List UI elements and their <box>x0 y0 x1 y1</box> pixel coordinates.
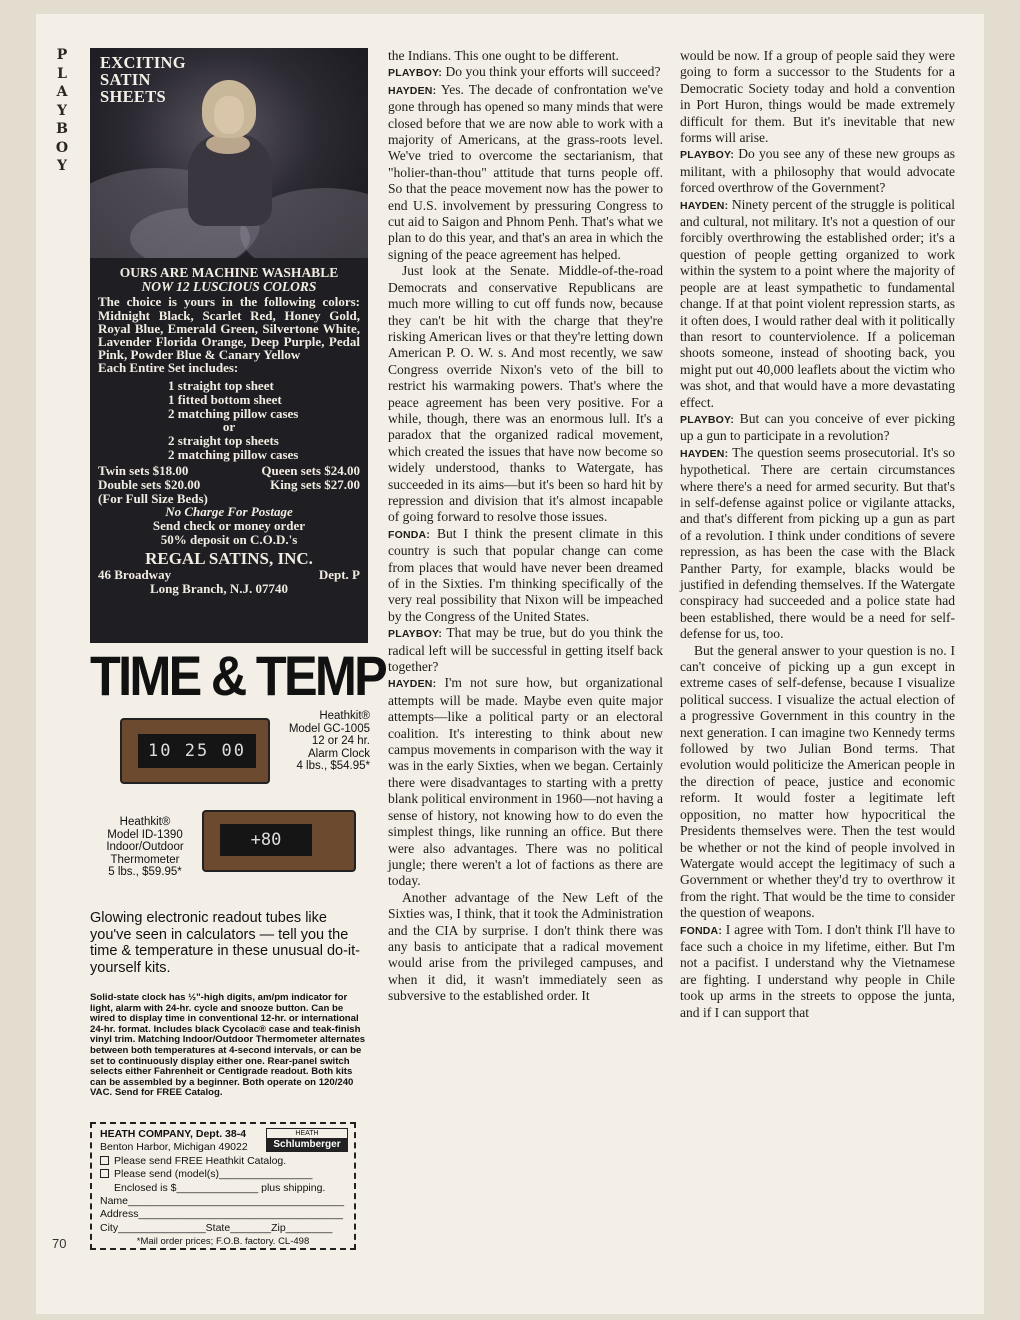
speaker-label: HAYDEN: <box>388 84 437 97</box>
article-paragraph <box>680 922 955 1021</box>
speaker-label: HAYDEN: <box>680 447 729 460</box>
headline-line: EXCITING <box>100 53 186 72</box>
running-title <box>52 48 72 178</box>
article-paragraph <box>388 526 663 625</box>
name-field[interactable]: Name_____________________________________ <box>100 1195 345 1208</box>
option-label: Please send (model(s)________________ <box>114 1168 313 1181</box>
full-size-note: (For Full Size Beds) <box>98 490 208 506</box>
clock-display: 10 25 00 <box>138 734 256 768</box>
color-list: The choice is yours in the following colors: Midnight Black, Scarlet Red, Honey Gold, Royal Blue, Emerald Green, Silvertone White, Lavender Florida Orange, Deep Purple, Pedal Pink, Powder Blue & Canary Yellow <box>98 294 360 363</box>
article-paragraph <box>680 445 955 643</box>
running-title-letter: B <box>56 121 68 137</box>
article-paragraph <box>680 197 955 411</box>
caption-line: Indoor/Outdoor <box>106 841 184 853</box>
price: Queen sets $24.00 <box>261 463 360 479</box>
paragraph-text: I agree with Tom. I don't think I'll have to face such a choice in my lifetime, either. But I'm not a pacifist. I understand why the Vietnamese are fighting. I understand why people in Chile took up arms in the streets to oppose the junta, and if I can support that <box>680 921 955 1020</box>
price: Double sets $20.00 <box>98 477 201 493</box>
option-label: Please send FREE Heathkit Catalog. <box>114 1154 287 1167</box>
paragraph-text: Just look at the Senate. Middle-of-the-road Democrats and conservative Republicans are much more willing to cut off funds now, because they can't be hit with the charge that they're risking American lives or that they're letting down American P. O. W. s. And most recently, we saw Congress override Nixon's veto of the bill to restrict his warmaking powers. That's where the peace agreement has been very positive. For a while, though, there was an enormous lull. It's a paradox that the organized radical movement, which created the issues that have now become so widely understood, thanks to Watergate, has succeeded in its aims—but it's been so hard hit by repression and division that it's almost incapable of going forward to resolve those issues. <box>388 263 663 525</box>
street: 46 Broadway <box>98 567 172 583</box>
paragraph-text: I'm not sure how, but organizational attempts will be made. Maybe even quite major attempts—like a political party or an electoral coalition. It's interesting to think about new campus movements in comparison with the way it was in the early Sixties, when we began. Certainly there were disadvantages to starting with a pretty blank political environment in 1960—not having a sense of history, not knowing how to do even the simplest things, like running an office. But there were also advantages. There was no political jungle; there weren't a lot of factions as there are today. <box>388 675 663 889</box>
order-coupon <box>90 1122 356 1250</box>
speaker-label: PLAYBOY: <box>680 149 735 162</box>
article-paragraph <box>388 82 663 263</box>
caption-line: 5 lbs., $59.95* <box>108 866 182 878</box>
caption-line: Model ID-1390 <box>107 828 183 841</box>
heathkit-ad <box>90 644 386 1262</box>
paragraph-text: Ninety percent of the struggle is political and cultural, not military. It's not a question of our forcibly overthrowing the established order; it's a question of people getting organized to work within the system to a point where the majority of people are at least sympathetic to fundamental change. If at that point violent repression starts, as it often does, I would rather deal with it politically than resort to counterviolence. If a policeman shoots someone, instead of shooting back, you might put out 40,000 leaflets about the victim who was shot, and that would have a more devastating effect. <box>680 196 955 410</box>
running-title-letter: O <box>55 139 69 156</box>
paragraph-text: That may be true, but do you think the radical left will be successful in getting itself back together? <box>388 625 663 675</box>
price-row <box>98 464 360 478</box>
address-field[interactable]: Address___________________________________ <box>100 1208 343 1221</box>
paragraph-text: would be now. If a group of people said they were going to form a successor to the Students for a Democratic Society today and hold a convention in Port Huron, things would be made extremely difficult for them. But it's inevitable that new forms will arise. <box>680 48 955 146</box>
speaker-label: FONDA: <box>680 924 723 937</box>
headline-line: SATIN <box>100 70 151 89</box>
set-item: 2 matching pillow cases <box>168 405 299 421</box>
article-paragraph <box>388 263 663 526</box>
deposit-note: 50% deposit on C.O.D.'s <box>160 531 298 547</box>
caption-line: Thermometer <box>110 853 180 866</box>
speaker-label: PLAYBOY: <box>388 67 443 80</box>
catalog-option[interactable] <box>100 1155 346 1168</box>
paragraph-text: Another advantage of the New Left of the Sixties was, I think, that it took the Administration and the CIA by surprise. I don't think there was any basis to anticipate that a radical movement would arise from the privileged campuses, and when it did, it wasn't immediately seen as subversive to the established order. It <box>388 889 663 1004</box>
price: Twin sets $18.00 <box>98 463 189 479</box>
speaker-label: PLAYBOY: <box>680 413 735 426</box>
thermometer-display: +80 <box>220 824 312 856</box>
caption-line: Heathkit® <box>319 710 370 722</box>
article-paragraph <box>388 890 663 1005</box>
paragraph-text: But can you conceive of ever picking up a gun to participate in a revolution? <box>680 410 955 444</box>
article-paragraph <box>680 146 955 196</box>
article-paragraph <box>388 64 663 81</box>
running-title-letter: Y <box>57 158 67 174</box>
postage-note: No Charge For Postage <box>165 504 293 520</box>
paragraph-text: the Indians. This one ought to be different. <box>388 48 619 63</box>
paragraph-text: Do you think your efforts will succeed? <box>442 64 661 80</box>
set-option-b <box>98 434 360 461</box>
order-note: Send check or money order <box>152 518 306 534</box>
paragraph-text: The question seems prosecutorial. It's so hypothetical. There are certain circumstances where there's a need for armed security. But that's in self-defense against police or vigilante attacks, and that's different from picking up a gun as part of a revolution. I think under conditions of severe repression, as has been the case with the Black Panther Party, for example, blacks would be justified in defending themselves. If the Watergate conspiracy had succeeded and a police state had been established, there would be a need for self-defense for us, too. <box>680 444 955 642</box>
caption-line: Model GC-1005 <box>288 722 370 735</box>
enclosed-field[interactable]: Enclosed is $______________ plus shipping. <box>114 1181 326 1194</box>
paragraph-text: Yes. The decade of confrontation we've gone through has opened so many minds that were closed before that we are now able to work with a majority of Americans, at the grass-roots level. We've tried to overcome the sectarianism, that "holier-than-thou" attitude that turns people off. So that the peace movement now has the power to end U.S. involvement by pressuring Congress to cut aid to Saigon and Phnom Penh. That's what we plan to do this year, and that's an area in which the signing of the peace agreement has helped. <box>388 81 663 262</box>
paragraph-text: But I think the present climate in this country is such that popular change can come from places that would have never been dreamed of in the Sixties. I'm thinking specifically of the very real possibility that Nixon will be impeached by the Congress of the United States. <box>388 525 663 624</box>
city-line: Long Branch, N.J. 07740 <box>150 580 288 596</box>
caption-line: 12 or 24 hr. <box>311 735 370 747</box>
price: King sets $27.00 <box>270 477 360 493</box>
satin-sheets-ad <box>90 48 368 643</box>
ad-pitch: Glowing electronic readout tubes like you've seen in calculators — tell you the time & temperature in these unusual do-it-yourself kits. <box>90 910 360 976</box>
caption-line: Heathkit® <box>119 816 171 828</box>
article-column-1 <box>388 48 663 1005</box>
set-option-a <box>98 379 360 420</box>
speaker-label: FONDA: <box>388 528 431 541</box>
coupon-address: Benton Harbor, Michigan 49022 <box>100 1141 248 1154</box>
thermometer-caption <box>90 816 200 879</box>
page-number: 70 <box>52 1236 67 1251</box>
running-title-letter: A <box>56 84 68 100</box>
running-title-letter: L <box>57 65 67 82</box>
article-paragraph <box>388 48 663 64</box>
includes-label: Each Entire Set includes: <box>98 360 239 376</box>
colors-count: NOW 12 LUSCIOUS COLORS <box>141 278 317 294</box>
ad-headline <box>100 54 186 105</box>
ad-fine-print: Solid-state clock has ½"-high digits, am/pm indicator for light, alarm with 24-hr. cycle and snooze button. Can be wired to display time in conventional 12-hr. or international 24-hr. format. Includes black Cycolac® case and teak-finish vinyl trim. Matching Indoor/Outdoor Thermometer alternates between both temperatures at 4-second intervals, or can be set to continuously display either one. Rear-panel switch selects either Fahrenheit or Centigrade readout. Both kits can be assembled by a beginner. Both operate on 120/240 VAC. Send for FREE Catalog. <box>90 992 366 1099</box>
alarm-clock-image <box>120 718 270 784</box>
headline-line: SHEETS <box>100 87 167 106</box>
speaker-label: HAYDEN: <box>388 678 437 691</box>
washable-line: OURS ARE MACHINE WASHABLE <box>119 265 339 280</box>
article-paragraph <box>680 411 955 445</box>
dept: Dept. P <box>318 567 360 583</box>
set-item: 2 matching pillow cases <box>168 446 299 462</box>
or-label: or <box>222 419 236 435</box>
article-paragraph <box>388 675 663 889</box>
coupon-company: HEATH COMPANY, Dept. 38-4 <box>100 1128 247 1140</box>
model-option[interactable] <box>100 1168 346 1181</box>
article-paragraph <box>680 48 955 146</box>
set-item: 1 fitted bottom sheet <box>168 391 282 407</box>
speaker-label: PLAYBOY: <box>388 628 443 641</box>
clock-caption <box>266 710 370 773</box>
caption-line: Alarm Clock <box>308 747 370 760</box>
article-paragraph <box>680 643 955 922</box>
caption-line: 4 lbs., $54.95* <box>296 760 370 772</box>
company-name: REGAL SATINS, INC. <box>145 548 313 568</box>
checkbox[interactable] <box>100 1156 109 1165</box>
checkbox[interactable] <box>100 1169 109 1178</box>
thermometer-image <box>202 810 356 872</box>
speaker-label: HAYDEN: <box>680 199 729 212</box>
city-field[interactable]: City_______________State_______Zip________ <box>100 1221 333 1234</box>
schlumberger-logo <box>266 1128 348 1152</box>
article-paragraph <box>388 625 663 675</box>
running-title-letter: P <box>56 47 68 63</box>
paragraph-text: Do you see any of these new groups as militant, with a philosophy that would advocate forced overthrow of the Government? <box>680 146 955 196</box>
ad-copy <box>98 266 360 596</box>
article-column-2 <box>680 48 955 1021</box>
logo-top: HEATH <box>295 1130 319 1137</box>
paragraph-text: But the general answer to your question is no. I can't conceive of picking up a gun except in extreme cases of self-defense, because I visualize political success. I visualize the actual election of a progressive Government in this country in the next generation. I can imagine two Kennedy terms followed by two Julian Bond terms. That evolution would politicize the American people in the direction of peace, justice and economic reform. It would foster a legitimate left opposition, no matter how hypocritical the Presidents themselves were. Then the test would be whether or not the kind of people involved in Watergate would accept the legitimacy of such a Government or whether they'd try to overthrow it from the right. That would be the time to consider the question of weapons. <box>680 642 955 921</box>
set-item: 1 straight top sheet <box>168 378 274 394</box>
ad-title: TIME & TEMP <box>90 644 386 707</box>
logo-text: Schlumberger <box>267 1138 347 1151</box>
coupon-note: *Mail order prices; F.O.B. factory. CL-498 <box>136 1236 310 1248</box>
price-row <box>98 478 360 492</box>
set-item: 2 straight top sheets <box>168 432 279 448</box>
running-title-letter: Y <box>57 102 67 119</box>
address-row <box>98 568 360 582</box>
